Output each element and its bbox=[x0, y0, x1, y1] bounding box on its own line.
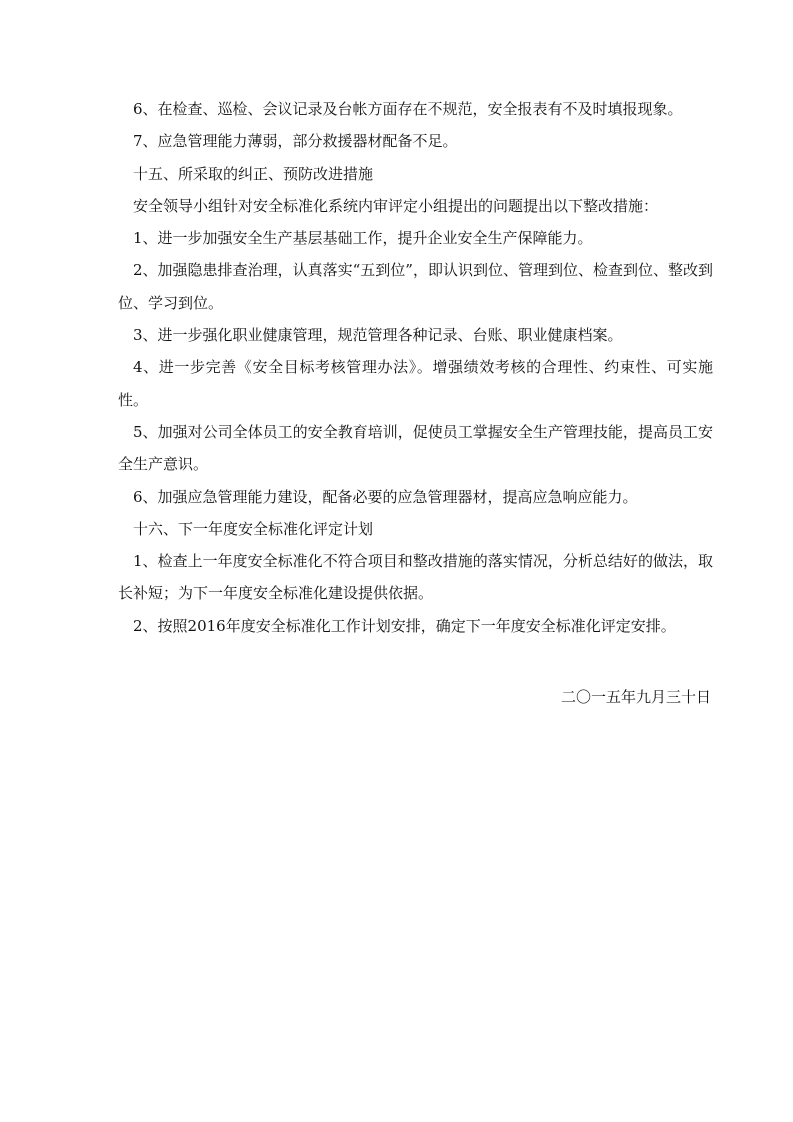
paragraph-plan-1: 1、检查上一年度安全标准化不符合项目和整改措施的落实情况，分析总结好的做法，取长补短；为下一年度安全标准化建设提供依据。 bbox=[118, 552, 713, 603]
paragraph-intro: 安全领导小组针对安全标准化系统内审评定小组提出的问题提出以下整改措施： bbox=[133, 196, 659, 215]
document-body bbox=[118, 93, 713, 642]
paragraph-measure-3: 3、进一步强化职业健康管理，规范管理各种记录、台账、职业健康档案。 bbox=[133, 326, 623, 345]
paragraph-issue-7: 7、应急管理能力薄弱，部分救援器材配备不足。 bbox=[133, 132, 458, 151]
section-heading-16: 十六、下一年度安全标准化评定计划 bbox=[133, 519, 374, 538]
paragraph-issue-6: 6、在检查、巡检、会议记录及台帐方面存在不规范，安全报表有不及时填报现象。 bbox=[133, 100, 683, 118]
document-date: 二〇一五年九月三十日 bbox=[560, 688, 711, 706]
paragraph-plan-2: 2、按照2016年度安全标准化工作计划安排，确定下一年度安全标准化评定安排。 bbox=[133, 616, 676, 635]
paragraph-measure-4: 4、进一步完善《安全目标考核管理办法》。增强绩效考核的合理性、约束性、可实施性。 bbox=[118, 358, 713, 409]
paragraph-measure-6: 6、加强应急管理能力建设，配备必要的应急管理器材，提高应急响应能力。 bbox=[133, 487, 638, 506]
paragraph-measure-5: 5、加强对公司全体员工的安全教育培训，促使员工掌握安全生产管理技能，提高员工安全生产意识。 bbox=[118, 422, 713, 474]
paragraph-measure-1: 1、进一步加强安全生产基层基础工作，提升企业安全生产保障能力。 bbox=[133, 229, 593, 248]
paragraph-measure-2: 2、加强隐患排查治理，认真落实“五到位”，即认识到位、管理到位、检查到位、整改到位、学习到位。 bbox=[118, 261, 713, 312]
section-heading-15: 十五、所采取的纠正、预防改进措施 bbox=[133, 164, 374, 183]
